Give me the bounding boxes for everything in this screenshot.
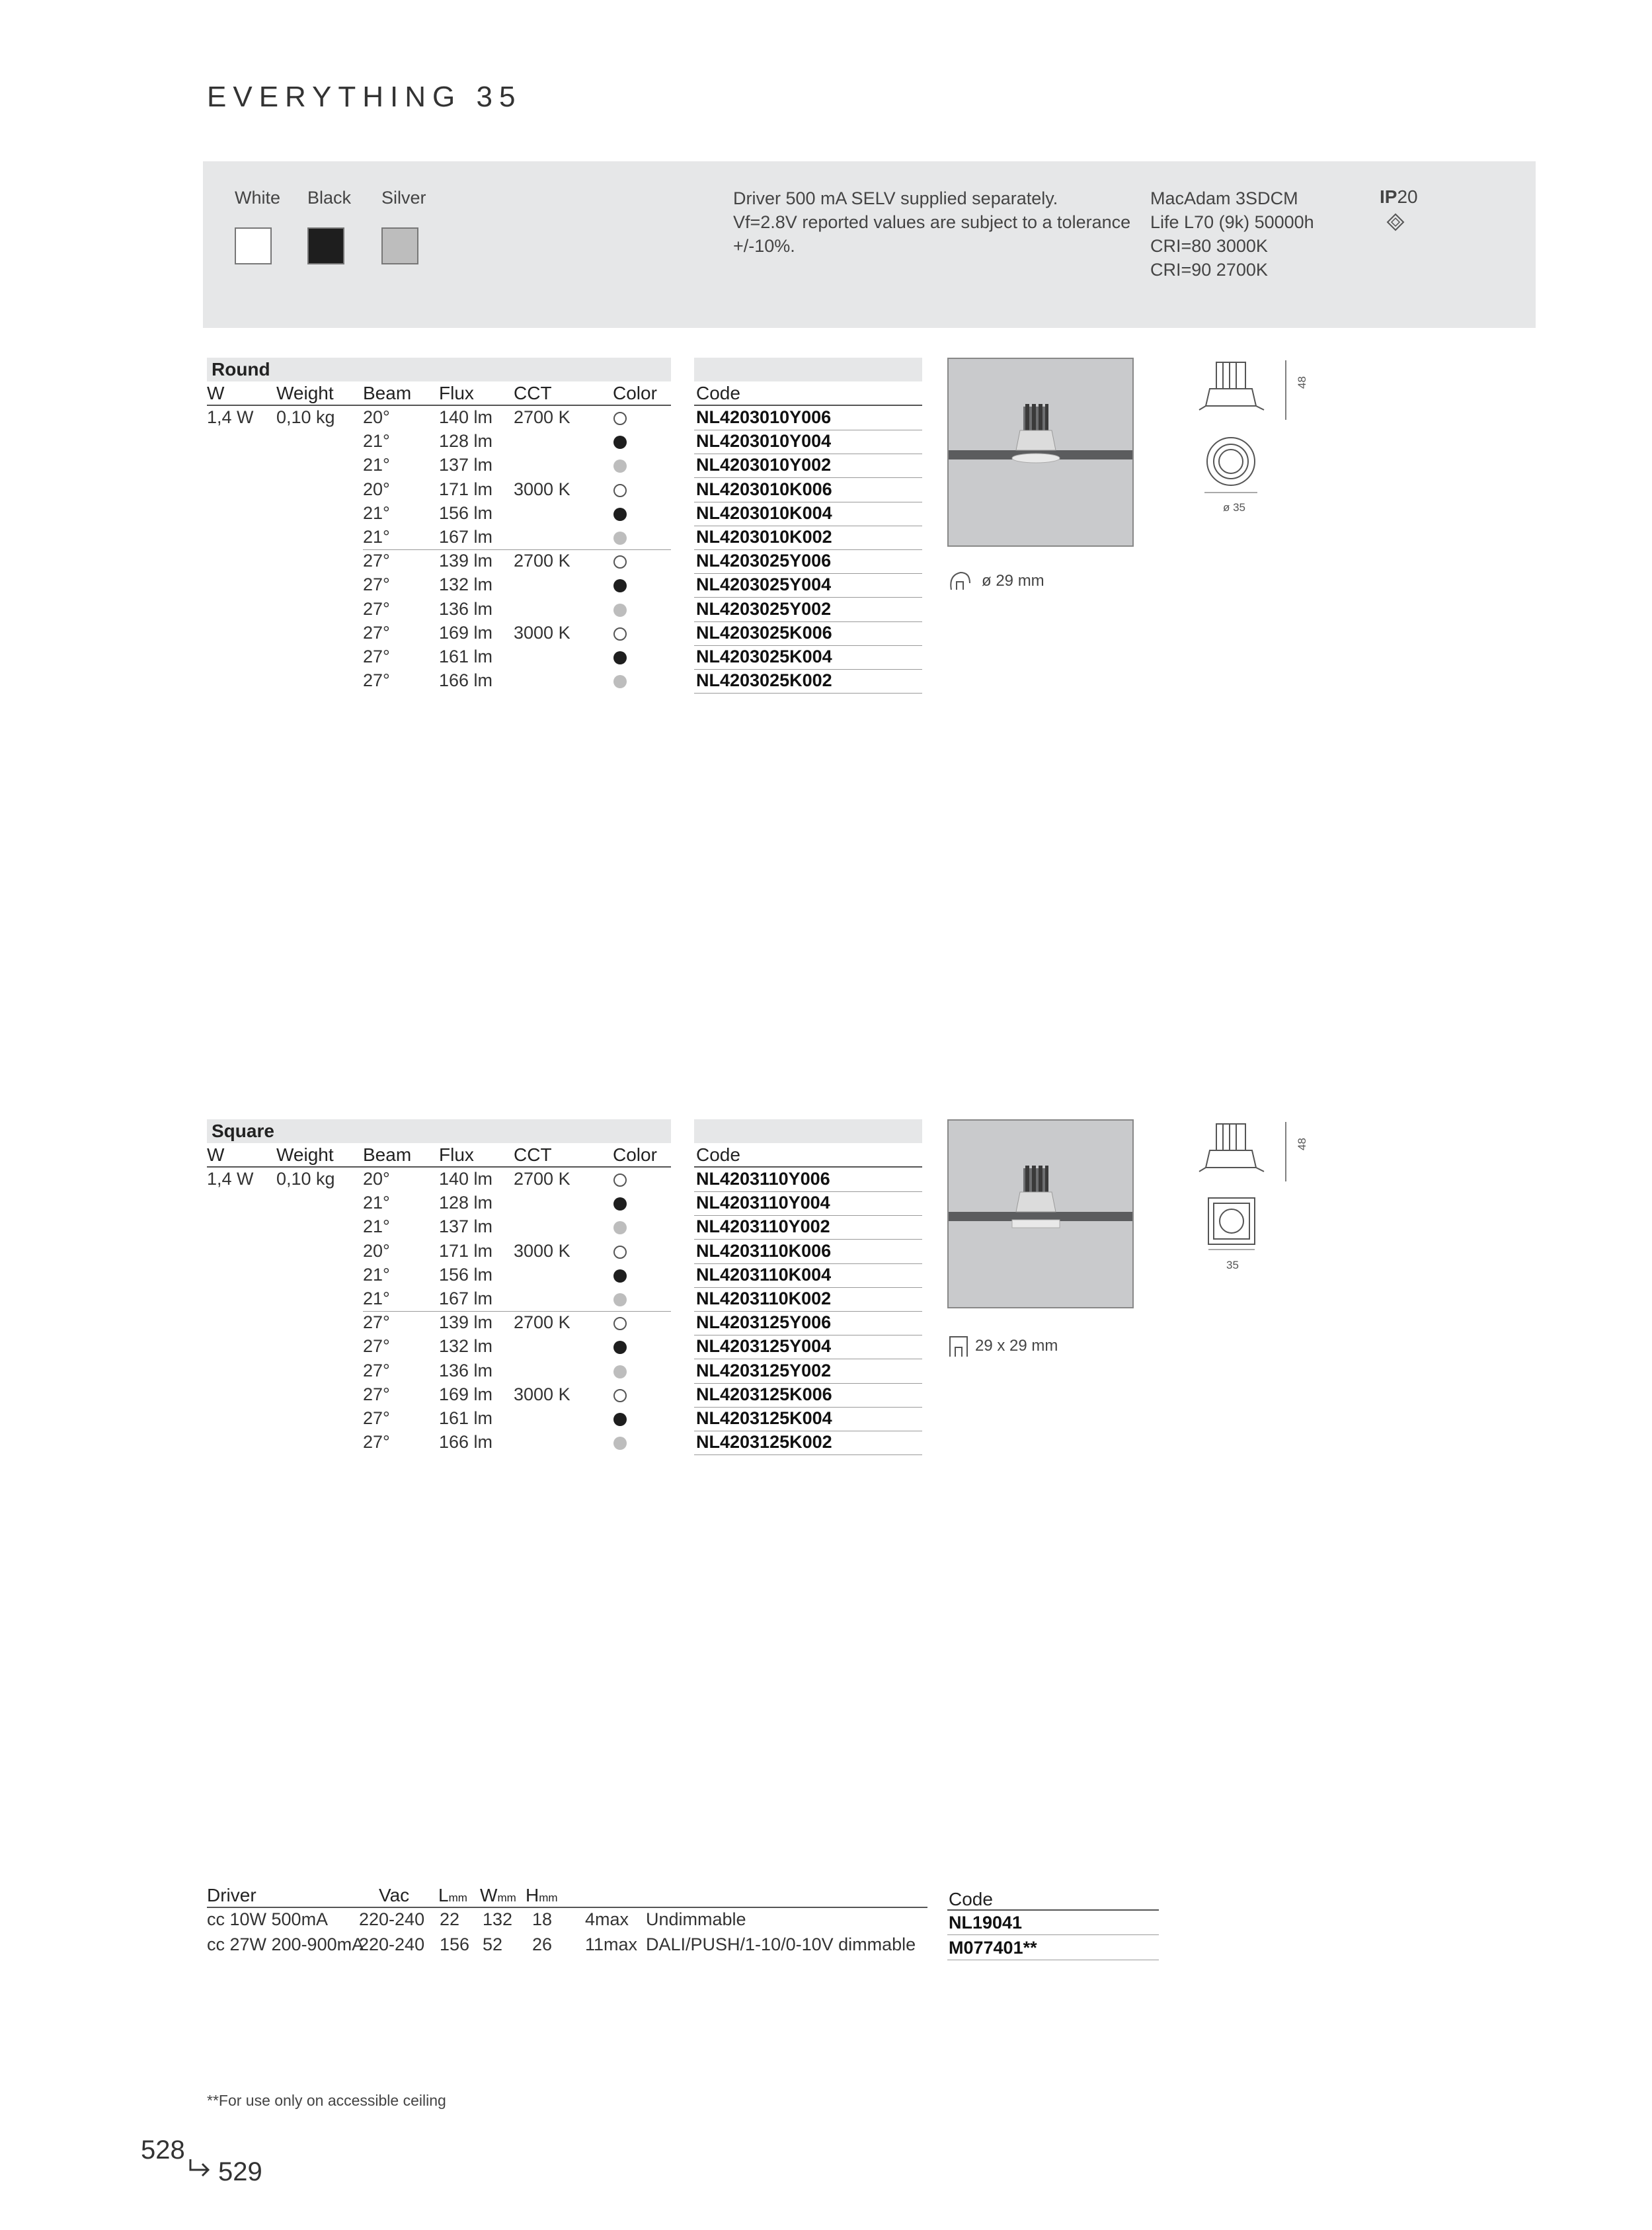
beam-cell: 27° xyxy=(363,647,390,666)
silver-color-dot xyxy=(613,459,627,473)
product-code: NL4203010K004 xyxy=(696,503,832,523)
product-code: NL4203125Y004 xyxy=(696,1336,832,1356)
cct-cell: 2700 K xyxy=(514,551,570,571)
row-rule xyxy=(694,1311,922,1312)
beam-cell: 21° xyxy=(363,431,390,451)
cct-cell: 3000 K xyxy=(514,1241,570,1261)
beam-cell: 27° xyxy=(363,1384,390,1404)
driver-header-rule xyxy=(207,1907,927,1908)
flux-cell: 169 lm xyxy=(439,623,493,643)
page-number: 528 xyxy=(141,2135,185,2165)
square-code-header-bar xyxy=(694,1119,922,1143)
page-title: EVERYTHING 35 xyxy=(207,81,522,113)
product-code: NL4203125K006 xyxy=(696,1384,832,1404)
info-band xyxy=(203,161,1536,328)
beam-cell: 21° xyxy=(363,1216,390,1236)
cct-cell: 2700 K xyxy=(514,1169,570,1189)
beam-cell: 27° xyxy=(363,575,390,594)
row-rule xyxy=(694,1239,922,1240)
white-color-dot xyxy=(613,1174,627,1187)
beam-cell: 21° xyxy=(363,455,390,475)
header-cct: CCT xyxy=(514,383,552,403)
product-code: NL4203110Y006 xyxy=(696,1169,830,1189)
driver-width-cell: 132 xyxy=(483,1909,513,1929)
round-dim-width: ø 35 xyxy=(1223,501,1246,514)
flux-cell: 161 lm xyxy=(439,647,493,666)
product-code: NL4203025Y004 xyxy=(696,575,832,594)
color-label-silver: Silver xyxy=(381,188,426,208)
driver-vac-cell: 220-240 xyxy=(359,1909,425,1929)
driver-mode-cell: DALI/PUSH/1-10/0-10V dimmable xyxy=(646,1934,916,1954)
color-label-white: White xyxy=(235,188,281,208)
product-code: NL4203010K006 xyxy=(696,479,832,499)
round-weight: 0,10 kg xyxy=(276,407,335,427)
cct-cell: 3000 K xyxy=(514,623,570,643)
beam-cell: 21° xyxy=(363,1289,390,1308)
silver-color-dot xyxy=(613,1221,627,1234)
footnote: **For use only on accessible ceiling xyxy=(207,2092,446,2109)
row-rule xyxy=(694,669,922,670)
driver-header-w-letter: W xyxy=(480,1885,498,1905)
row-rule xyxy=(694,645,922,646)
beam-cell: 21° xyxy=(363,1193,390,1213)
beam-cell: 27° xyxy=(363,670,390,690)
product-code: NL4203125K004 xyxy=(696,1408,832,1428)
beam-cell: 21° xyxy=(363,503,390,523)
round-cutout-icon xyxy=(947,570,972,592)
product-code: NL4203125K002 xyxy=(696,1432,832,1452)
beam-cell: 20° xyxy=(363,407,390,427)
header-weight: Weight xyxy=(276,383,334,403)
flux-cell: 171 lm xyxy=(439,479,493,499)
flux-cell: 167 lm xyxy=(439,527,493,547)
next-page-number[interactable]: 529 xyxy=(218,2157,262,2186)
flux-cell: 128 lm xyxy=(439,431,493,451)
flux-cell: 132 lm xyxy=(439,575,493,594)
cct-cell: 2700 K xyxy=(514,407,570,427)
flux-cell: 161 lm xyxy=(439,1408,493,1428)
row-rule xyxy=(694,1287,922,1288)
driver-code-rule xyxy=(947,1934,1159,1935)
driver-code: NL19041 xyxy=(949,1913,1023,1932)
round-w: 1,4 W xyxy=(207,407,254,427)
ip-prefix: IP xyxy=(1380,186,1397,207)
driver-height-cell: 18 xyxy=(532,1909,553,1929)
driver-header-vac: Vac xyxy=(379,1885,410,1905)
black-color-dot xyxy=(613,1413,627,1426)
white-color-dot xyxy=(613,412,627,425)
product-code: NL4203025Y006 xyxy=(696,551,832,571)
product-code: NL4203125Y002 xyxy=(696,1361,832,1380)
round-product-photo xyxy=(947,358,1134,547)
header-beam: Beam xyxy=(363,383,412,403)
square-dim-height: 48 xyxy=(1296,1138,1308,1150)
header-code: Code xyxy=(696,383,740,403)
row-rule xyxy=(694,1191,922,1192)
driver-vac-cell: 220-240 xyxy=(359,1934,425,1954)
ip-value: 20 xyxy=(1397,186,1418,207)
cct-cell: 3000 K xyxy=(514,479,570,499)
cct-cell: 3000 K xyxy=(514,1384,570,1404)
group-rule xyxy=(363,549,671,550)
row-rule xyxy=(694,1383,922,1384)
cct-cell: 2700 K xyxy=(514,1312,570,1332)
beam-cell: 20° xyxy=(363,1169,390,1189)
round-code-header-bar xyxy=(694,358,922,381)
round-cutout-size: ø 29 mm xyxy=(982,572,1044,590)
swatch-silver xyxy=(381,227,418,264)
flux-cell: 167 lm xyxy=(439,1289,493,1308)
flux-cell: 156 lm xyxy=(439,503,493,523)
round-header-rule xyxy=(207,405,671,406)
flux-cell: 171 lm xyxy=(439,1241,493,1261)
flux-cell: 137 lm xyxy=(439,1216,493,1236)
beam-cell: 27° xyxy=(363,1432,390,1452)
round-dimension-drawing xyxy=(1190,357,1309,526)
square-header-rule xyxy=(207,1166,671,1168)
round-label: Round xyxy=(212,359,270,379)
product-code: NL4203110Y002 xyxy=(696,1216,830,1236)
product-code: NL4203125Y006 xyxy=(696,1312,832,1332)
silver-color-dot xyxy=(613,604,627,617)
driver-length-cell: 22 xyxy=(440,1909,460,1929)
square-w: 1,4 W xyxy=(207,1169,254,1189)
square-cutout-icon xyxy=(947,1334,970,1358)
ceiling-mount-icon xyxy=(1386,213,1405,231)
beam-cell: 27° xyxy=(363,1336,390,1356)
sq-header-flux: Flux xyxy=(439,1144,474,1165)
row-rule xyxy=(694,477,922,478)
driver-header-h-unit: mm xyxy=(539,1892,558,1904)
color-label-black: Black xyxy=(307,188,352,208)
silver-color-dot xyxy=(613,1293,627,1306)
driver-header-h-letter: H xyxy=(526,1885,539,1905)
driver-header-w xyxy=(480,1885,516,1906)
white-color-dot xyxy=(613,1317,627,1330)
row-rule xyxy=(694,1454,922,1455)
row-rule xyxy=(694,1215,922,1216)
square-header-bar xyxy=(207,1119,671,1143)
square-label: Square xyxy=(212,1121,274,1141)
driver-header-w-unit: mm xyxy=(497,1892,516,1904)
black-color-dot xyxy=(613,436,627,449)
white-color-dot xyxy=(613,1389,627,1402)
round-dim-height: 48 xyxy=(1296,376,1308,389)
row-rule xyxy=(694,549,922,550)
driver-header-code: Code xyxy=(949,1889,993,1909)
row-rule xyxy=(694,1263,922,1264)
driver-header-h xyxy=(526,1885,558,1906)
flux-cell: 132 lm xyxy=(439,1336,493,1356)
square-cutout-size: 29 x 29 mm xyxy=(975,1337,1058,1355)
silver-color-dot xyxy=(613,1437,627,1450)
driver-header-l xyxy=(438,1885,467,1906)
beam-cell: 27° xyxy=(363,599,390,619)
beam-cell: 20° xyxy=(363,479,390,499)
beam-cell: 27° xyxy=(363,623,390,643)
square-product-photo xyxy=(947,1119,1134,1308)
beam-cell: 21° xyxy=(363,527,390,547)
driver-header-driver: Driver xyxy=(207,1885,256,1905)
black-color-dot xyxy=(613,1341,627,1354)
product-code: NL4203010Y006 xyxy=(696,407,832,427)
silver-color-dot xyxy=(613,675,627,688)
swatch-black xyxy=(307,227,344,264)
square-code-header-rule xyxy=(694,1166,922,1168)
row-rule xyxy=(694,621,922,622)
driver-max-cell: 4max xyxy=(585,1909,629,1929)
driver-code: M077401** xyxy=(949,1938,1037,1958)
silver-color-dot xyxy=(613,1365,627,1378)
black-color-dot xyxy=(613,1269,627,1283)
black-color-dot xyxy=(613,579,627,592)
header-color: Color xyxy=(613,383,657,403)
flux-cell: 128 lm xyxy=(439,1193,493,1213)
square-dim-width: 35 xyxy=(1226,1259,1239,1271)
flux-cell: 136 lm xyxy=(439,599,493,619)
beam-cell: 20° xyxy=(363,1241,390,1261)
driver-mode-cell: Undimmable xyxy=(646,1909,746,1929)
row-rule xyxy=(694,597,922,598)
product-code: NL4203110K002 xyxy=(696,1289,832,1308)
sq-header-code: Code xyxy=(696,1144,740,1165)
white-color-dot xyxy=(613,484,627,497)
product-code: NL4203025K004 xyxy=(696,647,832,666)
driver-name-cell: cc 27W 200-900mA xyxy=(207,1934,364,1954)
sq-header-cct: CCT xyxy=(514,1144,552,1165)
round-code-header-rule xyxy=(694,405,922,406)
driver-code-header-rule xyxy=(947,1909,1159,1911)
square-weight: 0,10 kg xyxy=(276,1169,335,1189)
flux-cell: 156 lm xyxy=(439,1265,493,1285)
product-code: NL4203010K002 xyxy=(696,527,832,547)
light-specs: MacAdam 3SDCM Life L70 (9k) 50000h CRI=80 3000K CRI=90 2700K xyxy=(1150,188,1314,280)
product-code: NL4203010Y004 xyxy=(696,431,832,451)
product-code: NL4203025Y002 xyxy=(696,599,832,619)
beam-cell: 27° xyxy=(363,551,390,571)
driver-header-l-unit: mm xyxy=(448,1892,467,1904)
driver-max-cell: 11max xyxy=(585,1934,638,1954)
black-color-dot xyxy=(613,1197,627,1211)
white-color-dot xyxy=(613,627,627,641)
white-color-dot xyxy=(613,555,627,569)
driver-width-cell: 52 xyxy=(483,1934,503,1954)
ip-rating xyxy=(1380,186,1418,208)
product-code: NL4203110Y004 xyxy=(696,1193,830,1213)
driver-length-cell: 156 xyxy=(440,1934,470,1954)
beam-cell: 27° xyxy=(363,1361,390,1380)
white-color-dot xyxy=(613,1246,627,1259)
product-code: NL4203025K002 xyxy=(696,670,832,690)
next-page-arrow-icon[interactable] xyxy=(186,2157,213,2179)
header-w: W xyxy=(207,383,225,403)
flux-cell: 136 lm xyxy=(439,1361,493,1380)
driver-name-cell: cc 10W 500mA xyxy=(207,1909,329,1929)
product-code: NL4203110K004 xyxy=(696,1265,832,1285)
group-rule xyxy=(363,1311,671,1312)
round-header-bar xyxy=(207,358,671,381)
flux-cell: 169 lm xyxy=(439,1384,493,1404)
driver-height-cell: 26 xyxy=(532,1934,553,1954)
flux-cell: 139 lm xyxy=(439,1312,493,1332)
square-dimension-drawing xyxy=(1190,1119,1309,1271)
driver-note: Driver 500 mA SELV supplied separately. Vf=2.8V reported values are subject to a tolerance +/-10%. xyxy=(733,188,1131,256)
beam-cell: 21° xyxy=(363,1265,390,1285)
sq-header-weight: Weight xyxy=(276,1144,334,1165)
flux-cell: 166 lm xyxy=(439,1432,493,1452)
product-code: NL4203110K006 xyxy=(696,1241,832,1261)
flux-cell: 140 lm xyxy=(439,407,493,427)
beam-cell: 27° xyxy=(363,1312,390,1332)
flux-cell: 140 lm xyxy=(439,1169,493,1189)
flux-cell: 137 lm xyxy=(439,455,493,475)
flux-cell: 166 lm xyxy=(439,670,493,690)
black-color-dot xyxy=(613,651,627,664)
sq-header-color: Color xyxy=(613,1144,657,1165)
flux-cell: 139 lm xyxy=(439,551,493,571)
row-rule xyxy=(694,693,922,694)
silver-color-dot xyxy=(613,532,627,545)
sq-header-beam: Beam xyxy=(363,1144,412,1165)
sq-header-w: W xyxy=(207,1144,225,1165)
header-flux: Flux xyxy=(439,383,474,403)
beam-cell: 27° xyxy=(363,1408,390,1428)
product-code: NL4203025K006 xyxy=(696,623,832,643)
row-rule xyxy=(694,573,922,574)
row-rule xyxy=(694,1407,922,1408)
swatch-white xyxy=(235,227,272,264)
black-color-dot xyxy=(613,508,627,521)
driver-header-l-letter: L xyxy=(438,1885,449,1905)
product-code: NL4203010Y002 xyxy=(696,455,832,475)
